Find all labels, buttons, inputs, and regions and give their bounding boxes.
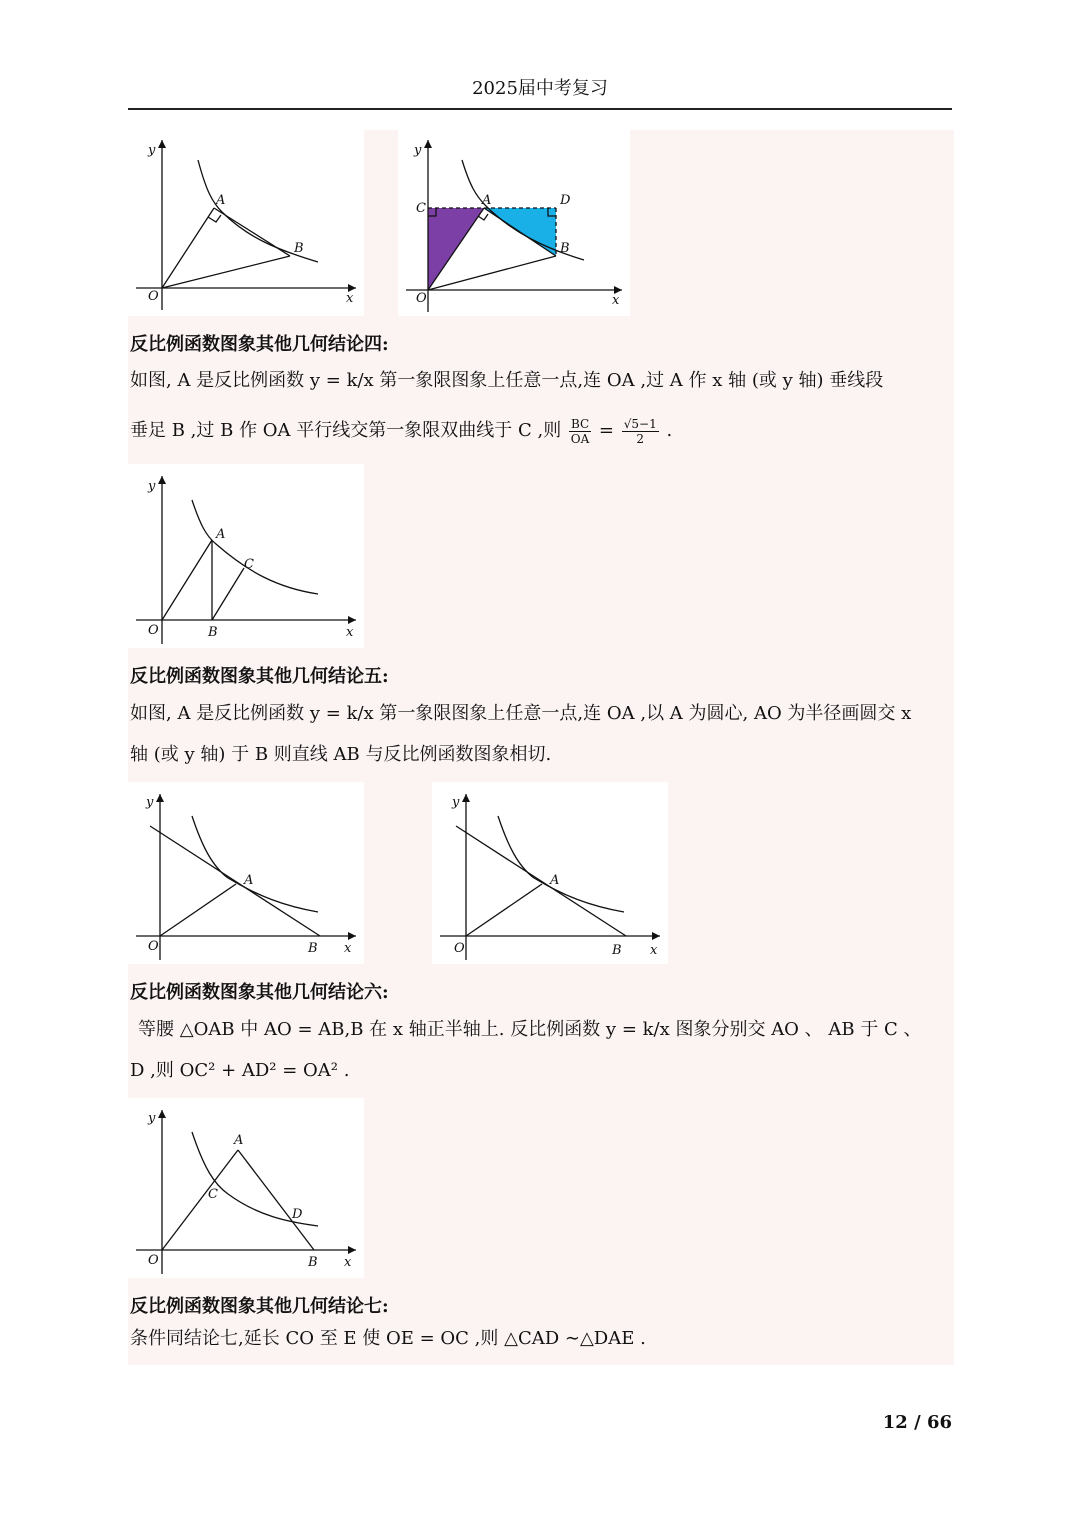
heading-conclusion-5: 反比例函数图象其他几何结论五: [130, 666, 389, 687]
label-b: B [308, 1255, 318, 1270]
label-b: B [560, 241, 570, 256]
label-o: O [148, 289, 159, 304]
label-x: x [344, 941, 352, 956]
label-y: y [452, 795, 460, 810]
page-header [128, 70, 952, 110]
label-d: D [560, 193, 571, 208]
para-conclusion-6-line1: 等腰 △OAB 中 AO = AB,B 在 x 轴正半轴上. 反比例函数 y = k/x 图象分别交 AO 、 AB 于 C 、 [138, 1019, 922, 1040]
heading-conclusion-4: 反比例函数图象其他几何结论四: [130, 334, 389, 355]
figure-tangent-1 [128, 782, 364, 964]
label-a: A [216, 193, 226, 208]
para-conclusion-5-line1: 如图, A 是反比例函数 y = k/x 第一象限图象上任意一点,连 OA ,以 A 为圆心, AO 为半径画圆交 x [130, 703, 912, 724]
fraction-bc-oa: $\frac{BC}{OA}$ [570, 416, 590, 446]
label-o: O [148, 939, 159, 954]
label-o: O [454, 941, 465, 956]
figure-parallel-bc [128, 464, 364, 648]
label-y: y [148, 143, 156, 158]
label-d: D [292, 1207, 303, 1222]
figure-tangent-2 [432, 782, 668, 964]
para-conclusion-6-line2: D ,则 OC² + AD² = OA² . [130, 1060, 350, 1081]
para-conclusion-4-line1: 如图, A 是反比例函数 y = k/x 第一象限图象上任意一点,连 OA ,过 A 作 x 轴 (或 y 轴) 垂线段 [130, 370, 884, 391]
figure-isosceles-oab [128, 1098, 364, 1278]
label-c: C [208, 1187, 218, 1202]
label-a: A [482, 193, 492, 208]
heading-conclusion-6: 反比例函数图象其他几何结论六: [130, 982, 389, 1003]
header-title: 2025届中考复习 [472, 78, 608, 99]
label-x: x [612, 293, 620, 308]
label-b: B [308, 941, 318, 956]
label-x: x [346, 625, 354, 640]
figure-perpendicular-ab [128, 130, 364, 316]
label-x: x [650, 943, 658, 958]
label-o: O [148, 1253, 159, 1268]
label-a: A [244, 873, 254, 888]
label-a: A [550, 873, 560, 888]
label-c: C [416, 201, 426, 216]
label-o: O [416, 291, 427, 306]
label-y: y [148, 479, 156, 494]
figure-colored-triangles [398, 130, 630, 316]
label-o: O [148, 623, 159, 638]
label-a: A [216, 527, 226, 542]
para-conclusion-4-line2: 垂足 B ,过 B 作 OA 平行线交第一象限双曲线于 C ,则 $\frac{BC}{OA}$ = $\frac{√5-1}{2}$ . [130, 416, 673, 446]
para-conclusion-7-line1: 条件同结论七,延长 CO 至 E 使 OE = OC ,则 △CAD ∼△DAE . [130, 1328, 646, 1349]
label-b: B [612, 943, 622, 958]
heading-conclusion-7: 反比例函数图象其他几何结论七: [130, 1296, 389, 1317]
label-b: B [208, 625, 218, 640]
label-y: y [148, 1111, 156, 1126]
page-number: 12 / 66 [882, 1412, 952, 1433]
conclusion-4-text: 垂足 B ,过 B 作 OA 平行线交第一象限双曲线于 C ,则 [130, 420, 562, 441]
label-y: y [146, 795, 154, 810]
label-x: x [344, 1255, 352, 1270]
label-y: y [414, 143, 422, 158]
label-b: B [294, 241, 304, 256]
para-conclusion-5-line2: 轴 (或 y 轴) 于 B 则直线 AB 与反比例函数图象相切. [130, 744, 552, 765]
label-a: A [234, 1133, 244, 1148]
label-x: x [346, 291, 354, 306]
fraction-result: $\frac{√5-1}{2}$ [623, 416, 657, 446]
label-c: C [244, 557, 254, 572]
